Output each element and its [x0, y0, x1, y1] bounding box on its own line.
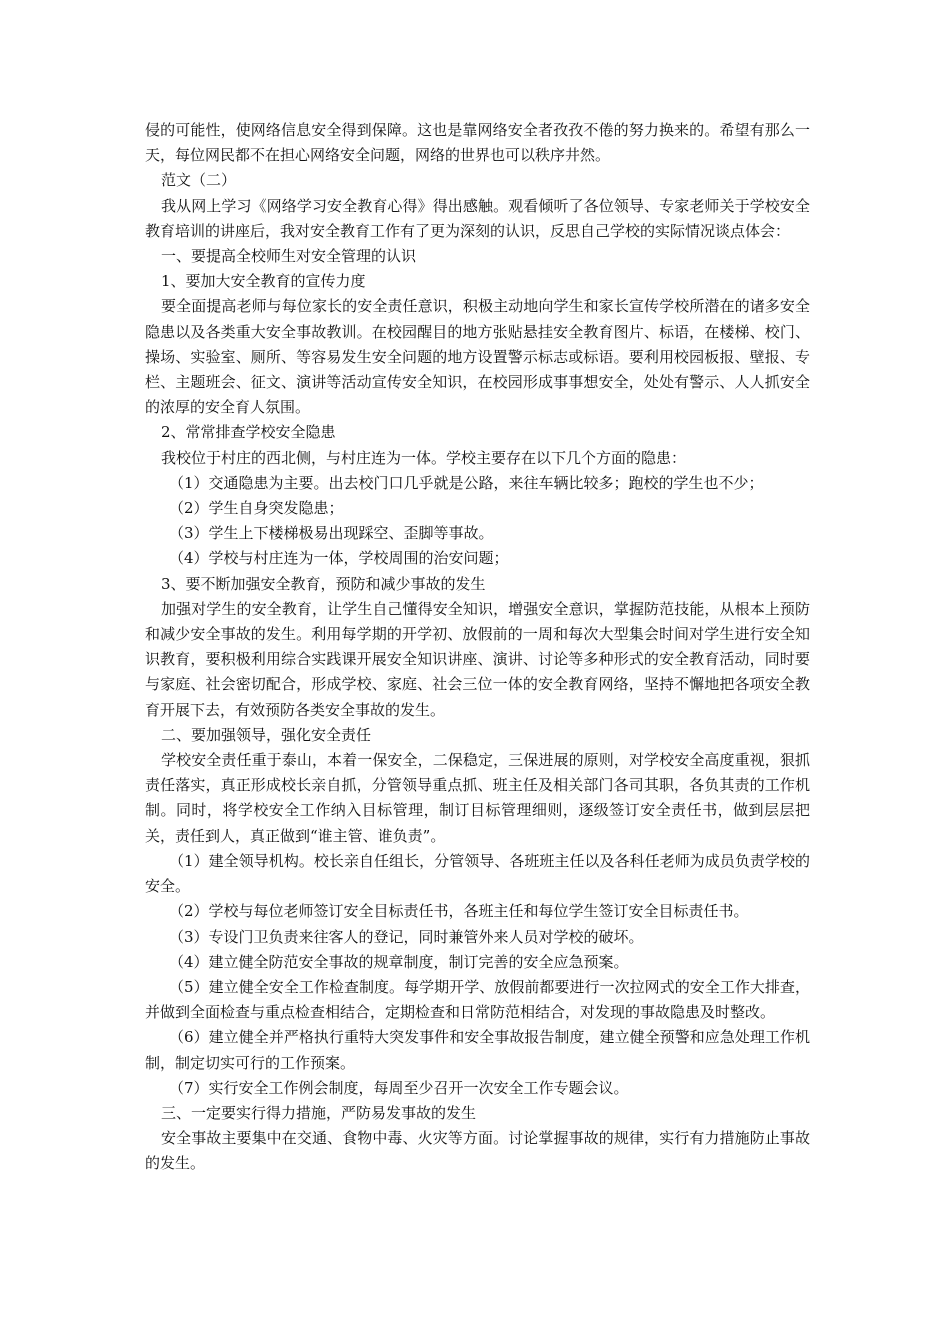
heading-part-three: 三、一定要实行得力措施，严防易发事故的发生 — [161, 1103, 477, 1122]
list-item-measure-2: （2）学校与每位老师签订安全目标责任书，各班主任和每位学生签订安全目标责任书。 — [169, 902, 749, 921]
heading-part-two: 二、要加强领导，强化安全责任 — [161, 725, 372, 744]
paragraph-responsibility: 学校安全责任重于泰山，本着一保安全，二保稳定，三保进展的原则，对学校安全高度重视，狠抓责任落实，真正形成校长亲自抓，分管领导重点抓、班主任及相关部门各司其职，各负其责的工作机制。同时，将学校安全工作纳入目标管理，制订目标管理细则，逐级签订安全责任书，做到层层把关，责任到人，真正做到“谁主管、谁负责”。 — [145, 751, 810, 845]
paragraph-intro-continuation: 侵的可能性，使网络信息安全得到保障。这也是靠网络安全者孜孜不倦的努力换来的。希望有那么一天，每位网民都不在担心网络安全问题，网络的世界也可以秩序井然。 — [145, 121, 810, 165]
list-item-hazard-2: （2）学生自身突发隐患； — [169, 499, 344, 518]
paragraph-accidents: 安全事故主要集中在交通、食物中毒、火灾等方面。讨论掌握事故的规律，实行有力措施防止事故的发生。 — [145, 1129, 810, 1173]
paragraph-hazards-intro: 我校位于村庄的西北侧，与村庄连为一体。学校主要存在以下几个方面的隐患： — [161, 448, 687, 467]
list-item-measure-7: （7）实行安全工作例会制度，每周至少召开一次安全工作专题会议。 — [169, 1078, 629, 1097]
subheading-2: 2、常常排查学校安全隐患 — [161, 423, 336, 442]
list-item-measure-3: （3）专设门卫负责来往客人的登记，同时兼管外来人员对学校的破坏。 — [169, 927, 644, 946]
list-item-measure-1: （1）建全领导机构。校长亲自任组长，分管领导、各班班主任以及各科任老师为成员负责学校的安全。 — [145, 851, 810, 896]
list-item-measure-4: （4）建立健全防范安全事故的规章制度，制订完善的安全应急预案。 — [169, 952, 629, 971]
list-item-hazard-4: （4）学校与村庄连为一体，学校周围的治安问题； — [169, 549, 509, 568]
subheading-3: 3、要不断加强安全教育，预防和减少事故的发生 — [161, 574, 486, 593]
list-item-hazard-1: （1）交通隐患为主要。出去校门口几乎就是公路，来往车辆比较多；跑校的学生也不少； — [169, 473, 764, 492]
list-item-measure-5: （5）建立健全安全工作检查制度。每学期开学、放假前都要进行一次拉网式的安全工作大排查，并做到全面检查与重点检查相结合，定期检查和日常防范相结合，对发现的事故隐患及时整改。 — [145, 977, 810, 1022]
paragraph-publicity: 要全面提高老师与每位家长的安全责任意识，积极主动地向学生和家长宣传学校所潜在的诸多安全隐患以及各类重大安全事故教训。在校园醒目的地方张贴悬挂安全教育图片、标语，在楼梯、校门、操场、实验室、厕所、等容易发生安全问题的地方设置警示标志或标语。要利用校园板报、壁报、专栏、主题班会、征文、演讲等活动宣传安全知识，在校园形成事事想安全，处处有警示、人人抓安全的浓厚的安全育人氛围。 — [145, 297, 810, 417]
heading-part-one: 一、要提高全校师生对安全管理的认识 — [161, 247, 417, 266]
list-item-hazard-3: （3）学生上下楼梯极易出现踩空、歪脚等事故。 — [169, 524, 494, 543]
section-heading-sample-two: 范文（二） — [161, 171, 237, 190]
list-item-measure-6: （6）建立健全并严格执行重特大突发事件和安全事故报告制度，建立健全预警和应急处理工作机制，制定切实可行的工作预案。 — [145, 1028, 810, 1072]
paragraph-education: 加强对学生的安全教育，让学生自己懂得安全知识，增强安全意识，掌握防范技能，从根本上预防和减少安全事故的发生。利用每学期的开学初、放假前的一周和每次大型集会时间对学生进行安全知识教育，要积极利用综合实践课开展安全知识讲座、演讲、讨论等多种形式的安全教育活动，同时要与家庭、社会密切配合，形成学校、家庭、社会三位一体的安全教育网络，坚持不懈地把各项安全教育开展下去，有效预防各类安全事故的发生。 — [145, 599, 810, 719]
document-page — [145, 118, 810, 1177]
paragraph-opening: 我从网上学习《网络学习安全教育心得》得出感触。观看倾听了各位领导、专家老师关于学校安全教育培训的讲座后，我对安全教育工作有了更为深刻的认识，反思自己学校的实际情况谈点体会： — [145, 196, 810, 240]
subheading-1: 1、要加大安全教育的宣传力度 — [161, 272, 366, 291]
